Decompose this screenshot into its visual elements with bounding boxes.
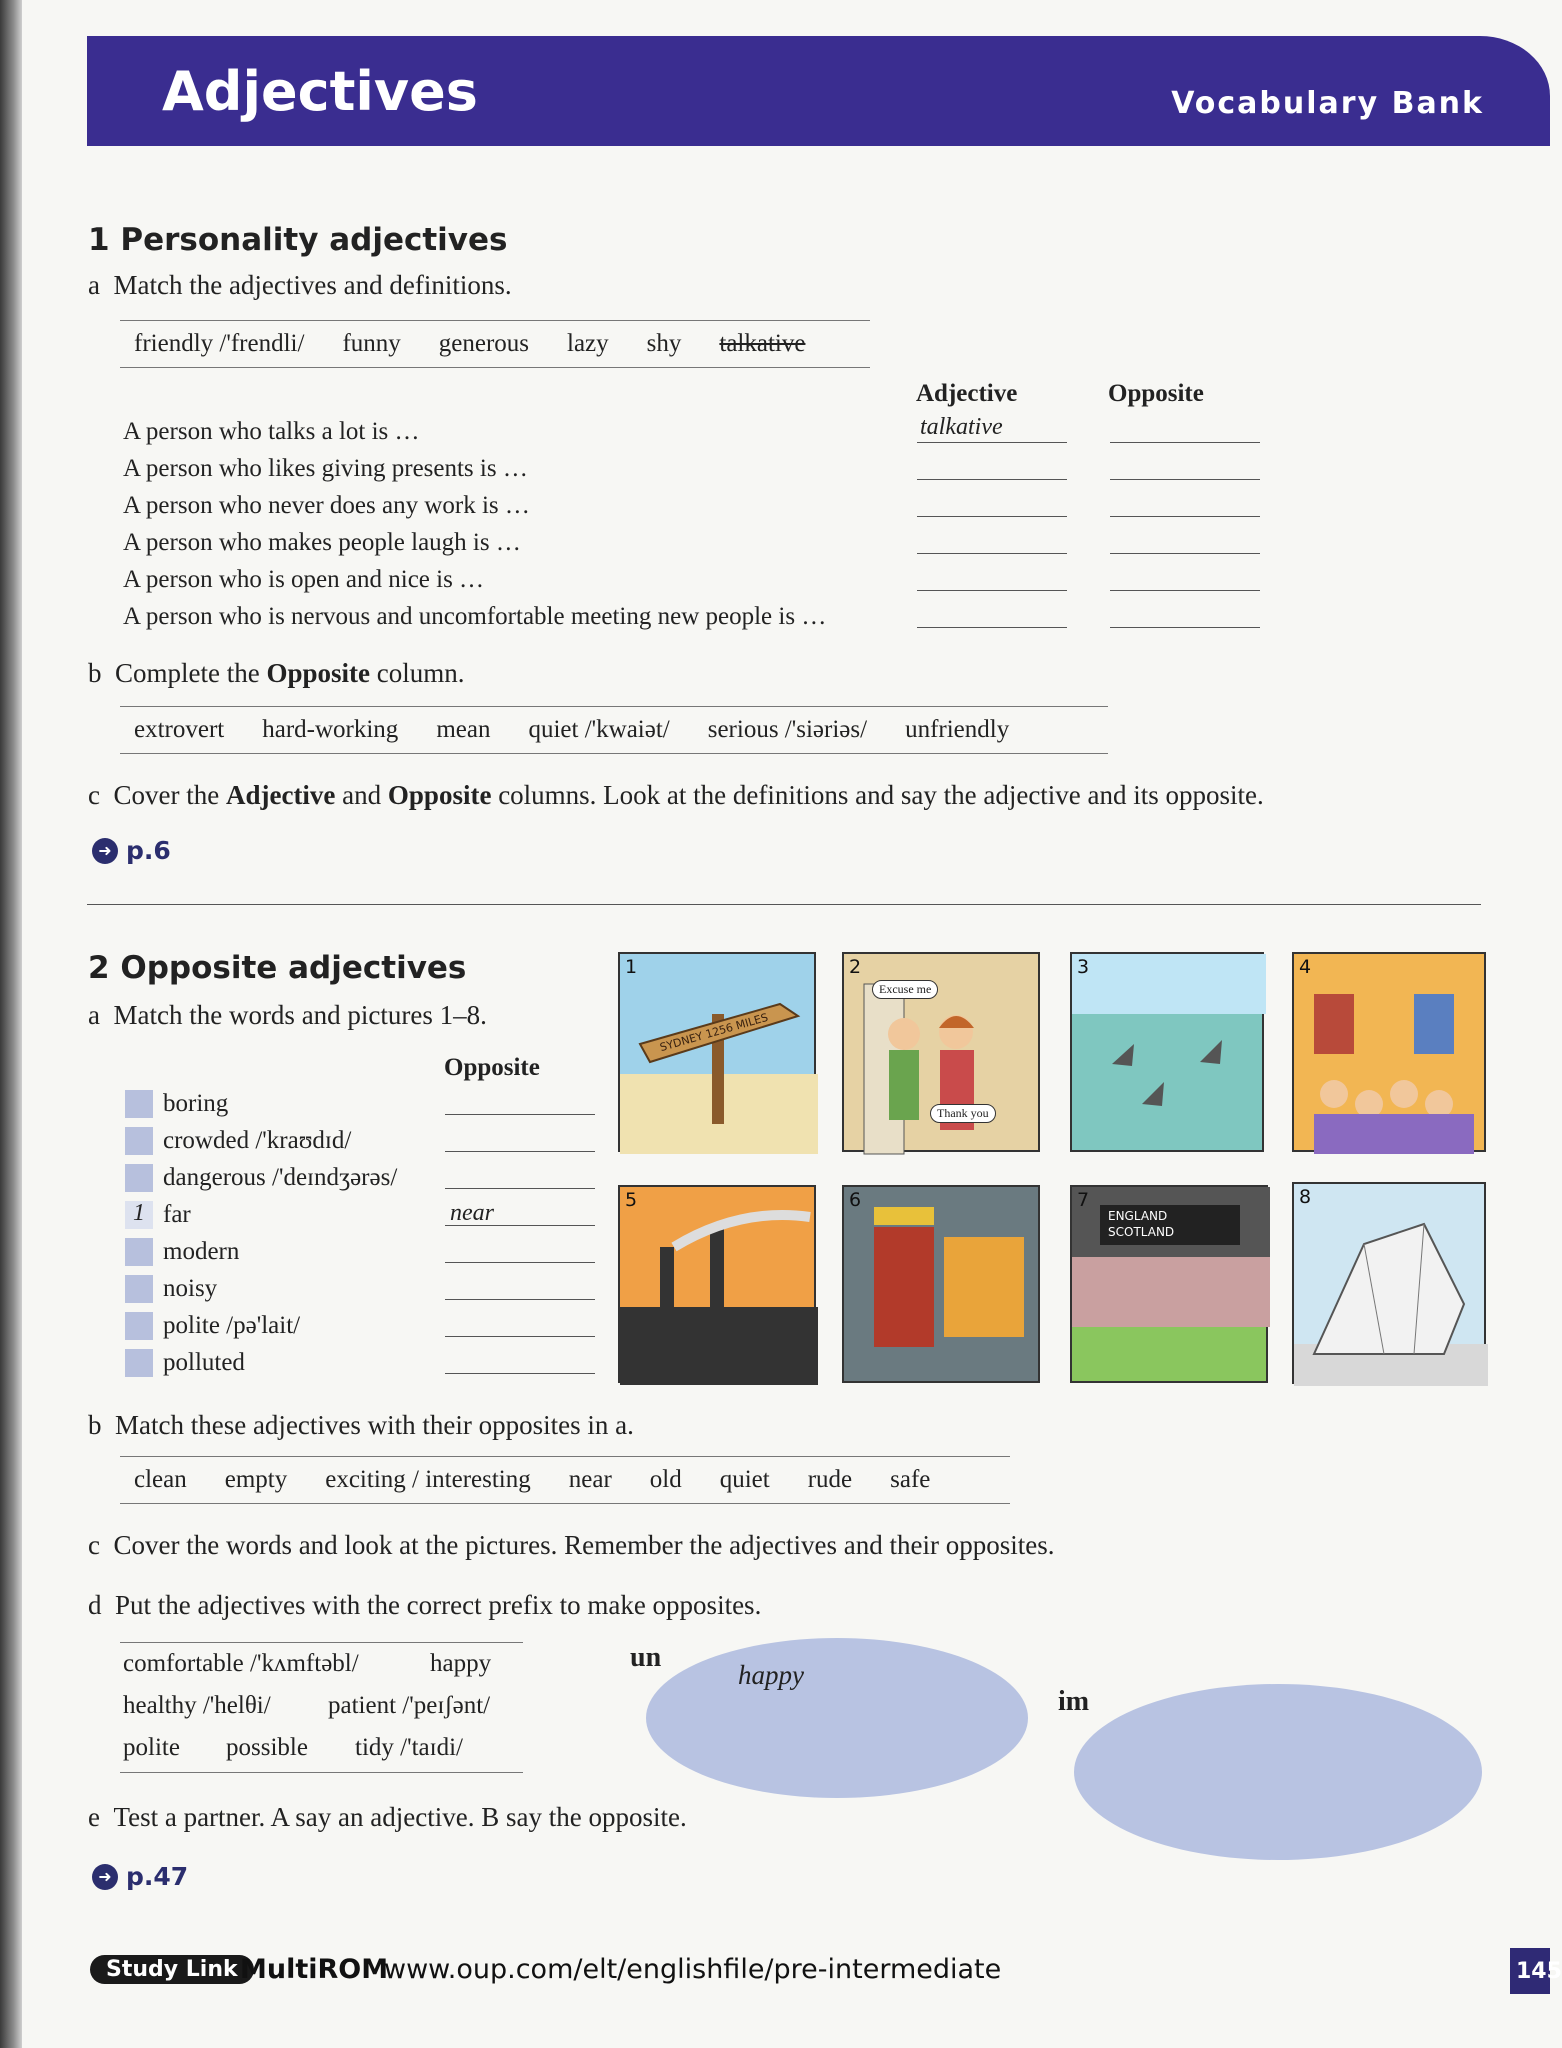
goto-link[interactable]: ➜ p.47 [92,1862,188,1891]
arrow-circle-icon: ➜ [92,838,118,864]
prefix-word: possible [226,1734,308,1761]
answer-line[interactable] [1110,553,1260,554]
column-adjective: Adjective [916,380,1018,407]
answer-line[interactable] [445,1299,595,1300]
answer-line[interactable] [1110,590,1260,591]
speech-bubble: Excuse me [872,980,938,999]
page-title: Adjectives [162,60,478,123]
answer-line[interactable] [445,1373,595,1374]
column-opposite: Opposite [1108,380,1204,407]
factory-illustration [620,1187,818,1385]
prefix-word: tidy /'taɪdi/ [355,1734,463,1761]
wordbox-1a [120,320,870,368]
number-box[interactable] [125,1312,153,1340]
prefix-word: comfortable /'kʌmftəbl/ [123,1650,359,1677]
picture-number: 7 [1077,1189,1090,1211]
answer-line[interactable] [445,1225,595,1226]
answer-line[interactable] [1110,442,1260,443]
picture-number: 5 [625,1189,638,1211]
answer-line[interactable] [445,1188,595,1189]
sharks-illustration [1072,954,1266,1154]
picture-polite-couple [842,952,1040,1152]
section-divider [87,904,1481,905]
word: safe [890,1466,931,1493]
prefix-box-bottom [120,1772,523,1773]
word: empty [224,1466,288,1493]
sign-text: SYDNEY 1256 MILES [658,1010,770,1055]
word: boring [163,1090,229,1117]
answer-line[interactable] [917,442,1067,443]
item-number: 1 [133,1200,145,1226]
word: lazy [567,330,609,357]
word: near [568,1466,612,1493]
page-number: 145 [1510,1948,1550,1994]
section1-c: c Cover the Adjective and Opposite columns. Look at the definitions and say the adjective and its opposite. [88,780,1264,810]
word: hard-working [262,716,399,743]
answer-line[interactable] [917,627,1067,628]
number-box[interactable] [125,1275,153,1303]
section2-b: b Match these adjectives with their opposites in a. [88,1410,634,1440]
picture-factory [618,1185,816,1383]
prefix-box-top [120,1642,523,1643]
word: clean [134,1466,187,1493]
prefix-word: polite [123,1734,180,1761]
answer-line[interactable] [1110,627,1260,628]
section2-c: c Cover the words and look at the pictures. Remember the adjectives and their opposites. [88,1530,1055,1560]
section2-title: 2 Opposite adjectives [88,950,467,986]
scoreboard-team: ENGLAND [1108,1209,1168,1223]
prefix-im-label: im [1058,1686,1090,1717]
word: polite /pə'lait/ [163,1312,301,1339]
number-box[interactable] [125,1349,153,1377]
word: funny [342,330,401,357]
section-label: Vocabulary Bank [1171,86,1484,121]
crowd-illustration [1294,954,1488,1154]
definition: A person who makes people laugh is … [123,529,521,556]
footer-url[interactable]: www.oup.com/elt/englishfile/pre-intermediate [384,1954,1002,1985]
answer-line[interactable] [917,590,1067,591]
goto-link[interactable]: ➜ p.6 [92,836,171,865]
section2-a: a Match the words and pictures 1–8. [88,1000,487,1030]
page-header [87,36,1550,146]
signpost-illustration [620,954,818,1154]
definition: A person who never does any work is … [123,492,530,519]
word: noisy [163,1275,218,1302]
stadium-illustration [1072,1187,1270,1385]
answer-line[interactable] [917,479,1067,480]
word: unfriendly [905,716,1010,743]
picture-number: 3 [1077,956,1090,978]
answer-adjective: talkative [920,414,1003,440]
word-used: talkative [719,330,806,357]
picture-nightclub [842,1185,1040,1383]
building-illustration [1294,1184,1488,1386]
prefix-un-label: un [630,1642,662,1673]
word: friendly /'frendli/ [134,330,305,357]
speech-bubble: Thank you [930,1104,996,1123]
picture-football-match [1070,1185,1268,1383]
definition: A person who likes giving presents is … [123,455,528,482]
answer-line[interactable] [1110,516,1260,517]
picture-crowded-room [1292,952,1486,1152]
word: rude [807,1466,853,1493]
number-box[interactable] [125,1164,153,1192]
club-illustration [844,1187,1042,1385]
answer-line[interactable] [917,516,1067,517]
column-opposite: Opposite [444,1054,540,1081]
answer-line[interactable] [445,1262,595,1263]
section1-title: 1 Personality adjectives [88,222,508,258]
answer-line[interactable] [445,1151,595,1152]
answer-line[interactable] [917,553,1067,554]
picture-number: 4 [1299,956,1312,978]
section2-d: d Put the adjectives with the correct prefix to make opposites. [88,1590,762,1620]
word: exciting / interesting [325,1466,531,1493]
scoreboard-team: SCOTLAND [1108,1225,1175,1239]
answer-line[interactable] [445,1114,595,1115]
prefix-word: happy [430,1650,492,1677]
arrow-circle-icon: ➜ [92,1864,118,1890]
multirom-label: MultiROM [240,1954,389,1985]
word: shy [646,330,682,357]
word: mean [436,716,491,743]
picture-modern-building [1292,1182,1486,1384]
word: extrovert [134,716,225,743]
prefix-word: healthy /'helθi/ [123,1692,271,1719]
definition: A person who is open and nice is … [123,566,485,593]
definition: A person who talks a lot is … [123,418,420,445]
answer-opposite: near [450,1200,494,1226]
definition: A person who is nervous and uncomfortable meeting new people is … [123,603,827,630]
word: dangerous /'deɪndʒərəs/ [163,1164,398,1191]
section1-a: a Match the adjectives and definitions. [88,270,512,300]
prefix-word: patient /'peɪʃənt/ [328,1692,491,1719]
word: quiet /'kwaiət/ [528,716,670,743]
picture-sharks [1070,952,1264,1152]
word: serious /'siəriəs/ [707,716,868,743]
prefix-un-oval[interactable] [646,1638,1028,1798]
picture-signpost [618,952,816,1152]
section1-b: b Complete the Opposite column. [88,658,465,688]
number-box[interactable] [125,1238,153,1266]
picture-number: 8 [1299,1186,1312,1208]
prefix-im-oval[interactable] [1074,1684,1482,1860]
prefix-un-example: happy [738,1660,804,1690]
wordbox-1b [120,706,1108,754]
book-spine-shadow [0,0,22,2048]
word: far [163,1201,191,1228]
answer-line[interactable] [445,1336,595,1337]
word: crowded /'kraʊdɪd/ [163,1127,352,1154]
word: polluted [163,1349,245,1376]
wordbox-2b [120,1456,1010,1504]
picture-number: 1 [625,956,638,978]
picture-number: 6 [849,1189,862,1211]
word: old [649,1466,682,1493]
answer-line[interactable] [1110,479,1260,480]
study-link-badge: Study Link [90,1955,254,1984]
number-box[interactable] [125,1090,153,1118]
section2-e: e Test a partner. A say an adjective. B say the opposite. [88,1802,687,1832]
word: modern [163,1238,240,1265]
word: generous [438,330,530,357]
number-box[interactable] [125,1127,153,1155]
picture-number: 2 [849,956,862,978]
word: quiet [719,1466,770,1493]
